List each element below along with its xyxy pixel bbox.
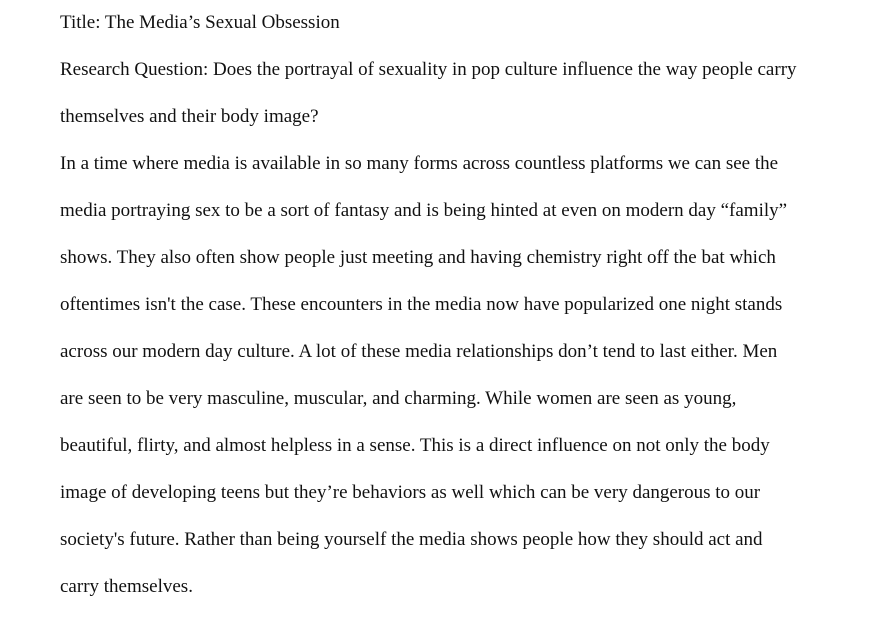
body-text-line: are seen to be very masculine, muscular, and charming. While women are seen as young, bbox=[60, 388, 737, 409]
body-text-line: carry themselves. bbox=[60, 576, 193, 597]
body-text-line: beautiful, flirty, and almost helpless in a sense. This is a direct influence on not only the body bbox=[60, 435, 770, 456]
body-text-line: media portraying sex to be a sort of fantasy and is being hinted at even on modern day “family” bbox=[60, 200, 788, 221]
research-question-line: Research Question: Does the portrayal of sexuality in pop culture influence the way people carry bbox=[60, 59, 797, 80]
body-text-line: In a time where media is available in so many forms across countless platforms we can see the bbox=[60, 153, 779, 174]
body-text-line: oftentimes isn't the case. These encounters in the media now have popularized one night stands bbox=[60, 294, 783, 315]
body-text-line: society's future. Rather than being yourself the media shows people how they should act and bbox=[60, 529, 763, 550]
body-text-line: across our modern day culture. A lot of these media relationships don’t tend to last either. Men bbox=[60, 341, 778, 362]
body-text-line: image of developing teens but they’re behaviors as well which can be very dangerous to our bbox=[60, 482, 761, 503]
research-question-line: themselves and their body image? bbox=[60, 106, 319, 127]
body-text-line: shows. They also often show people just meeting and having chemistry right off the bat which bbox=[60, 247, 776, 268]
document-title: Title: The Media’s Sexual Obsession bbox=[60, 12, 340, 33]
